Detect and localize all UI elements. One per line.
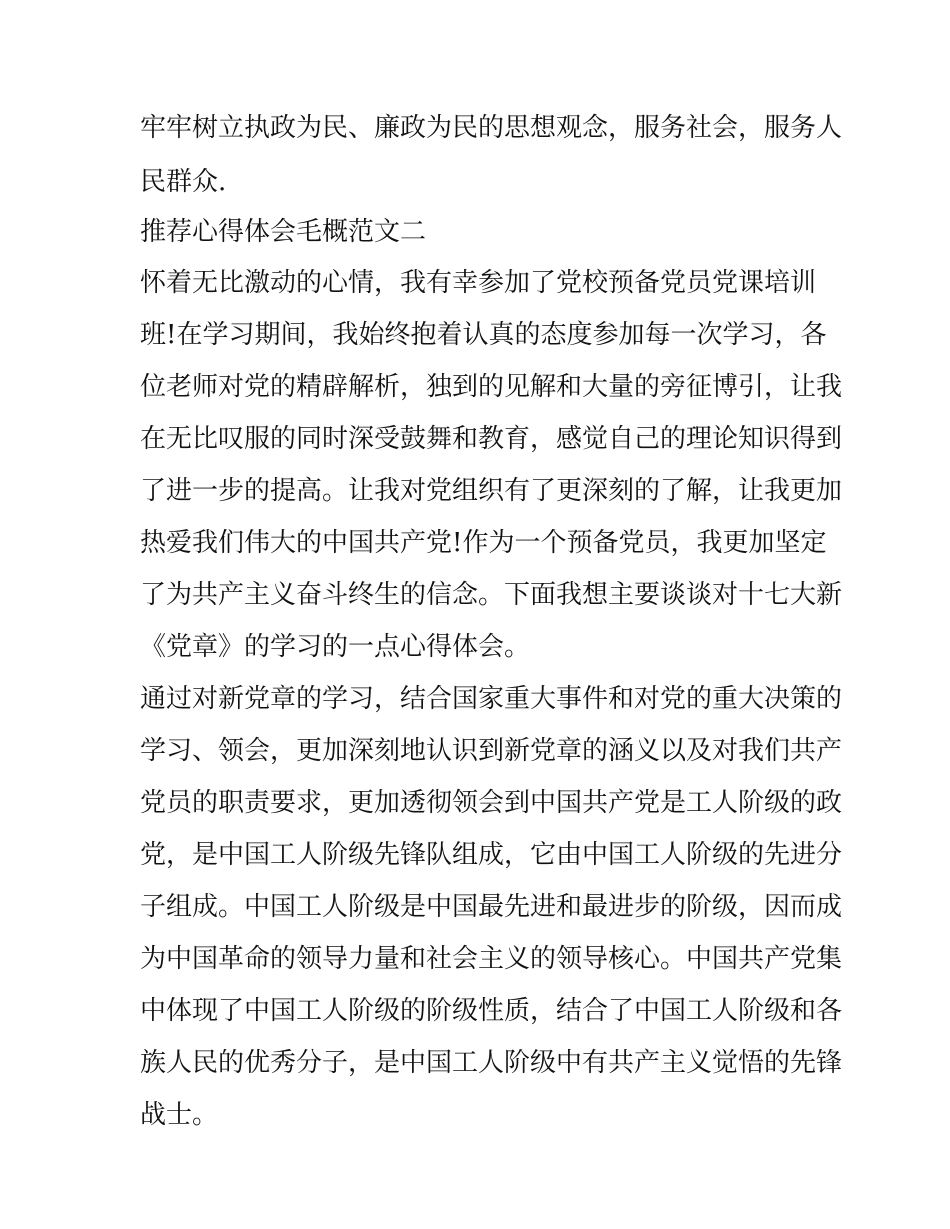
text-line: 在无比叹服的同时深受鼓舞和教育，感觉自己的理论知识得到 — [140, 424, 843, 454]
text-line: 战士。 — [140, 1100, 219, 1130]
text-line: 了进一步的提高。让我对党组织有了更深刻的了解，让我更加 — [140, 476, 843, 506]
text-line: 《党章》的学习的一点心得体会。 — [140, 632, 531, 662]
text-line: 班!在学习期间，我始终抱着认真的态度参加每一次学习，各 — [140, 320, 827, 350]
text-line: 怀着无比激动的心情，我有幸参加了党校预备党员党课培训 — [140, 268, 817, 298]
text-line: 中体现了中国工人阶级的阶级性质，结合了中国工人阶级和各 — [140, 996, 843, 1026]
text-line: 为中国革命的领导力量和社会主义的领导核心。中国共产党集 — [140, 944, 843, 974]
section-heading: 推荐心得体会毛概范文二 — [140, 217, 427, 247]
text-line: 学习、领会，更加深刻地认识到新党章的涵义以及对我们共产 — [140, 736, 843, 766]
text-line: 子组成。中国工人阶级是中国最先进和最进步的阶级，因而成 — [140, 892, 843, 922]
text-line: 党员的职责要求，更加透彻领会到中国共产党是工人阶级的政 — [140, 788, 843, 818]
text-line: 民群众. — [140, 167, 227, 197]
text-line: 族人民的优秀分子，是中国工人阶级中有共产主义觉悟的先锋 — [140, 1048, 843, 1078]
text-line: 通过对新党章的学习，结合国家重大事件和对党的重大决策的 — [140, 684, 843, 714]
text-line: 党，是中国工人阶级先锋队组成，它由中国工人阶级的先进分 — [140, 840, 843, 870]
text-line: 热爱我们伟大的中国共产党!作为一个预备党员，我更加坚定 — [140, 528, 827, 558]
text-line: 了为共产主义奋斗终生的信念。下面我想主要谈谈对十七大新 — [140, 580, 843, 610]
text-line: 牢牢树立执政为民、廉政为民的思想观念，服务社会，服务人 — [140, 113, 843, 143]
text-line: 位老师对党的精辟解析，独到的见解和大量的旁征博引，让我 — [140, 372, 843, 402]
